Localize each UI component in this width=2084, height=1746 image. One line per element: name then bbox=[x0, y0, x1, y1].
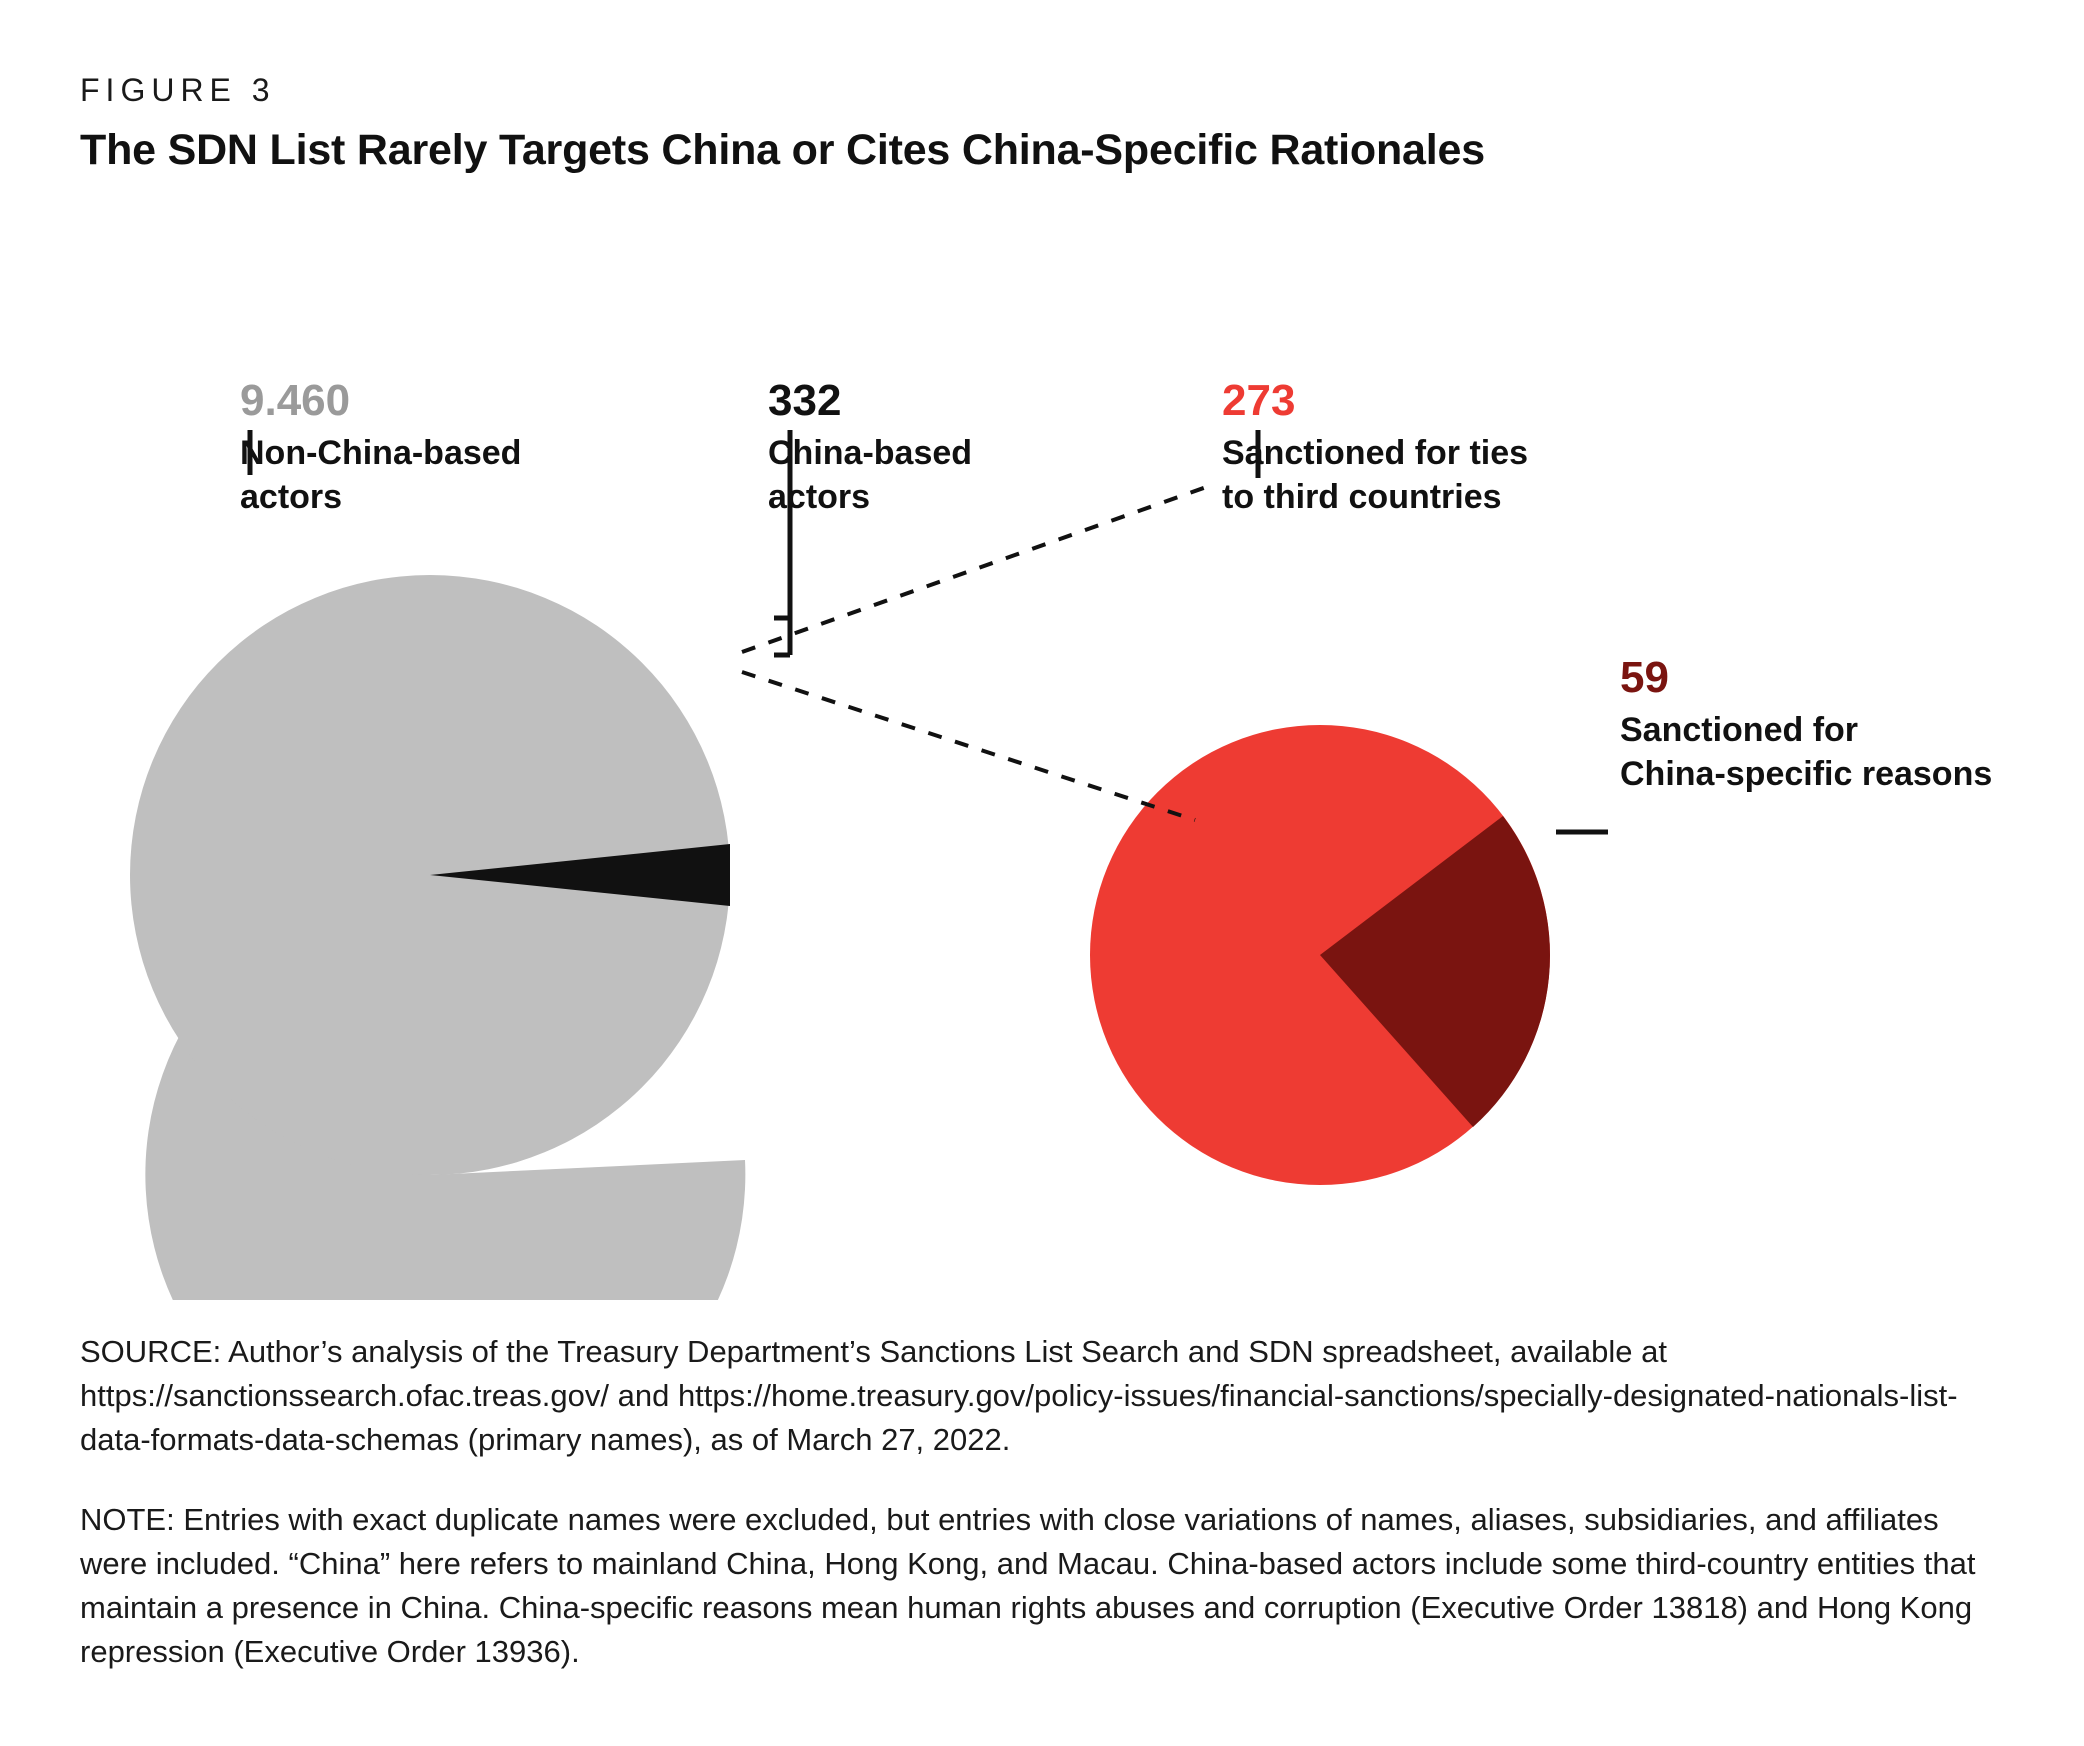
callout-label-china-line2: actors bbox=[768, 477, 871, 516]
callout-value-china: 332 bbox=[768, 376, 842, 425]
source-note: SOURCE: Author’s analysis of the Treasury Department’s Sanctions List Search and SDN spreadsheet, available at https://sanctionssearch.ofac.treas.gov/ and https://home.treasury.gov/policy-issues/financial-sanctions/specially-designated-nationals-list-data-formats-data-schemas (primary names), as of March 27, 2022. bbox=[80, 1334, 1958, 1458]
callout-label-specific-line2: China-specific reasons bbox=[1620, 754, 1993, 793]
pie-china-breakdown bbox=[1090, 725, 1550, 1185]
callout-value-non-china: 9.460 bbox=[240, 376, 351, 425]
callout-label-non-china-line2: actors bbox=[240, 477, 343, 516]
callout-third-countries bbox=[1222, 378, 1642, 519]
callout-label-non-china-line1: Non-China-based bbox=[240, 434, 522, 473]
pie-total bbox=[130, 575, 745, 1300]
callout-label-third-line2: to third countries bbox=[1222, 477, 1502, 516]
bracket-china-based bbox=[774, 618, 790, 655]
general-note: NOTE: Entries with exact duplicate names were excluded, but entries with close variations of names, aliases, subsidiaries, and affiliates were included. “China” here refers to mainland China, Hong Kong, and Macau. China-based actors include some third-country entities that maintain a presence in China. China-specific reasons mean human rights abuses and corruption (Executive Order 13818) and Hong Kong repression (Executive Order 13936). bbox=[80, 1502, 1976, 1670]
chart-area bbox=[0, 300, 2084, 1300]
callout-value-third: 273 bbox=[1222, 376, 1296, 425]
footnotes bbox=[80, 1330, 2010, 1674]
callout-label-china-line1: China-based bbox=[768, 434, 973, 473]
page-title: The SDN List Rarely Targets China or Cites China-Specific Rationales bbox=[80, 126, 1485, 174]
callout-label-third-line1: Sanctioned for ties bbox=[1222, 434, 1529, 473]
connector-bottom bbox=[742, 672, 1195, 820]
callout-china-specific bbox=[1620, 655, 2084, 796]
callout-label-specific-line1: Sanctioned for bbox=[1620, 711, 1859, 750]
callout-non-china-based bbox=[240, 378, 660, 519]
callout-value-specific: 59 bbox=[1620, 653, 1669, 702]
callout-china-based bbox=[768, 378, 1068, 519]
figure-label: FIGURE 3 bbox=[80, 72, 276, 108]
